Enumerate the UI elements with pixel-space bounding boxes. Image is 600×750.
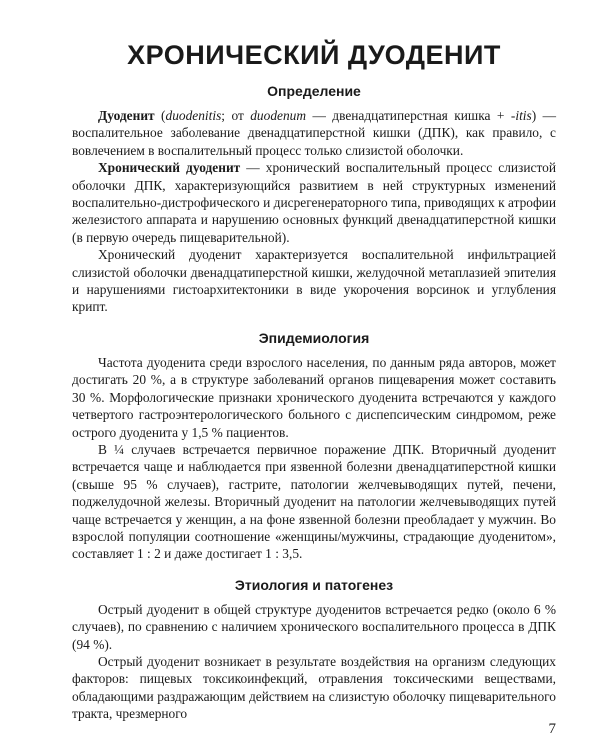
section-definition	[72, 83, 556, 316]
latin-term: duodenitis	[165, 108, 222, 123]
term-chronic-duodenitis: Хронический дуоденит	[98, 160, 241, 176]
section-heading-definition: Определение	[267, 83, 361, 99]
paragraph-acute-frequency: Острый дуоденит в общей структуре дуоденитов встречается редко (около 6 % случаев), по сравнению с наличием хронического воспалительного процесса в ДПК (94 %).	[72, 601, 556, 652]
paragraph-frequency: Частота дуоденита среди взрослого населения, по данным ряда авторов, может достигать 20 %, а в структуре заболеваний органов пищеварения может составить 30 %. Морфологические признаки хронического дуоденита встречаются у каждого четвертого гастроэнтерологического больного с диспепсическим синдромом, реже острого дуоденита у 1,5 % пациентов.	[72, 354, 556, 440]
paragraph-acute-causes: Острый дуоденит возникает в результате воздействия на организм следующих факторов: пищевых токсикоинфекций, отравления токсическими веществами, обладающими раздражающим действием на слизистую оболочку пищеварительного тракта, чрезмерного	[72, 653, 556, 722]
paragraph-characteristics: Хронический дуоденит характеризуется воспалительной инфильтрацией слизистой оболочки двенадцатиперстной кишки, желудочной метаплазией эпителия и нарушениями гистоархитектоники в виде укорочения ворсинок и углубления крипт.	[72, 247, 556, 315]
latin-term: duodenum	[250, 108, 307, 123]
latin-term: itis	[515, 108, 532, 123]
term-duodenitis: Дуоденит	[98, 108, 155, 123]
page-number: 7	[548, 721, 556, 737]
section-heading-epidemiology: Эпидемиология	[258, 329, 370, 346]
page-title: ХРОНИЧЕСКИЙ ДУОДЕНИТ	[127, 40, 501, 70]
section-epidemiology	[72, 330, 556, 563]
section-heading-etiology: Этиология и патогенез	[234, 576, 394, 593]
paragraph-chronic-duodenitis-definition: Хронический дуоденит — хронический воспалительный процесс слизистой оболочки ДПК, характеризующийся развитием в ней структурных изменений воспалительно-дистрофического и дисрегенераторного типа, приводящих к атрофии железистого аппарата и нарушению основных функций двенадцатиперстной кишки (в первую очередь пищеварительной).	[72, 160, 556, 245]
paragraph-secondary-duodenitis: В ¼ случаев встречается первичное поражение ДПК. Вторичный дуоденит встречается чаще и наблюдается при язвенной болезни двенадцатиперстной кишки (свыше 95 % случаев), гастрите, патологии желчевыводящих путей, печени, поджелудочной железы. Вторичный дуоденит на патологии желчевыводящих путей чаще встречается у женщин, а на фоне язвенной болезни преобладает у мужчин. Во взрослой популяции соотношение «женщины/мужчины, страдающие дуоденитом», составляет 1 : 2 и даже достигает 1 : 3,5.	[72, 441, 556, 562]
paragraph-duodenitis-definition: Дуоденит (duodenitis; от duodenum — двенадцатиперстная кишка + -itis) — воспалительное заболевание двенадцатиперстной кишки (ДПК), как правило, с вовлечением в воспалительный процесс только слизистой оболочки.	[72, 108, 556, 158]
section-etiology	[72, 577, 556, 723]
